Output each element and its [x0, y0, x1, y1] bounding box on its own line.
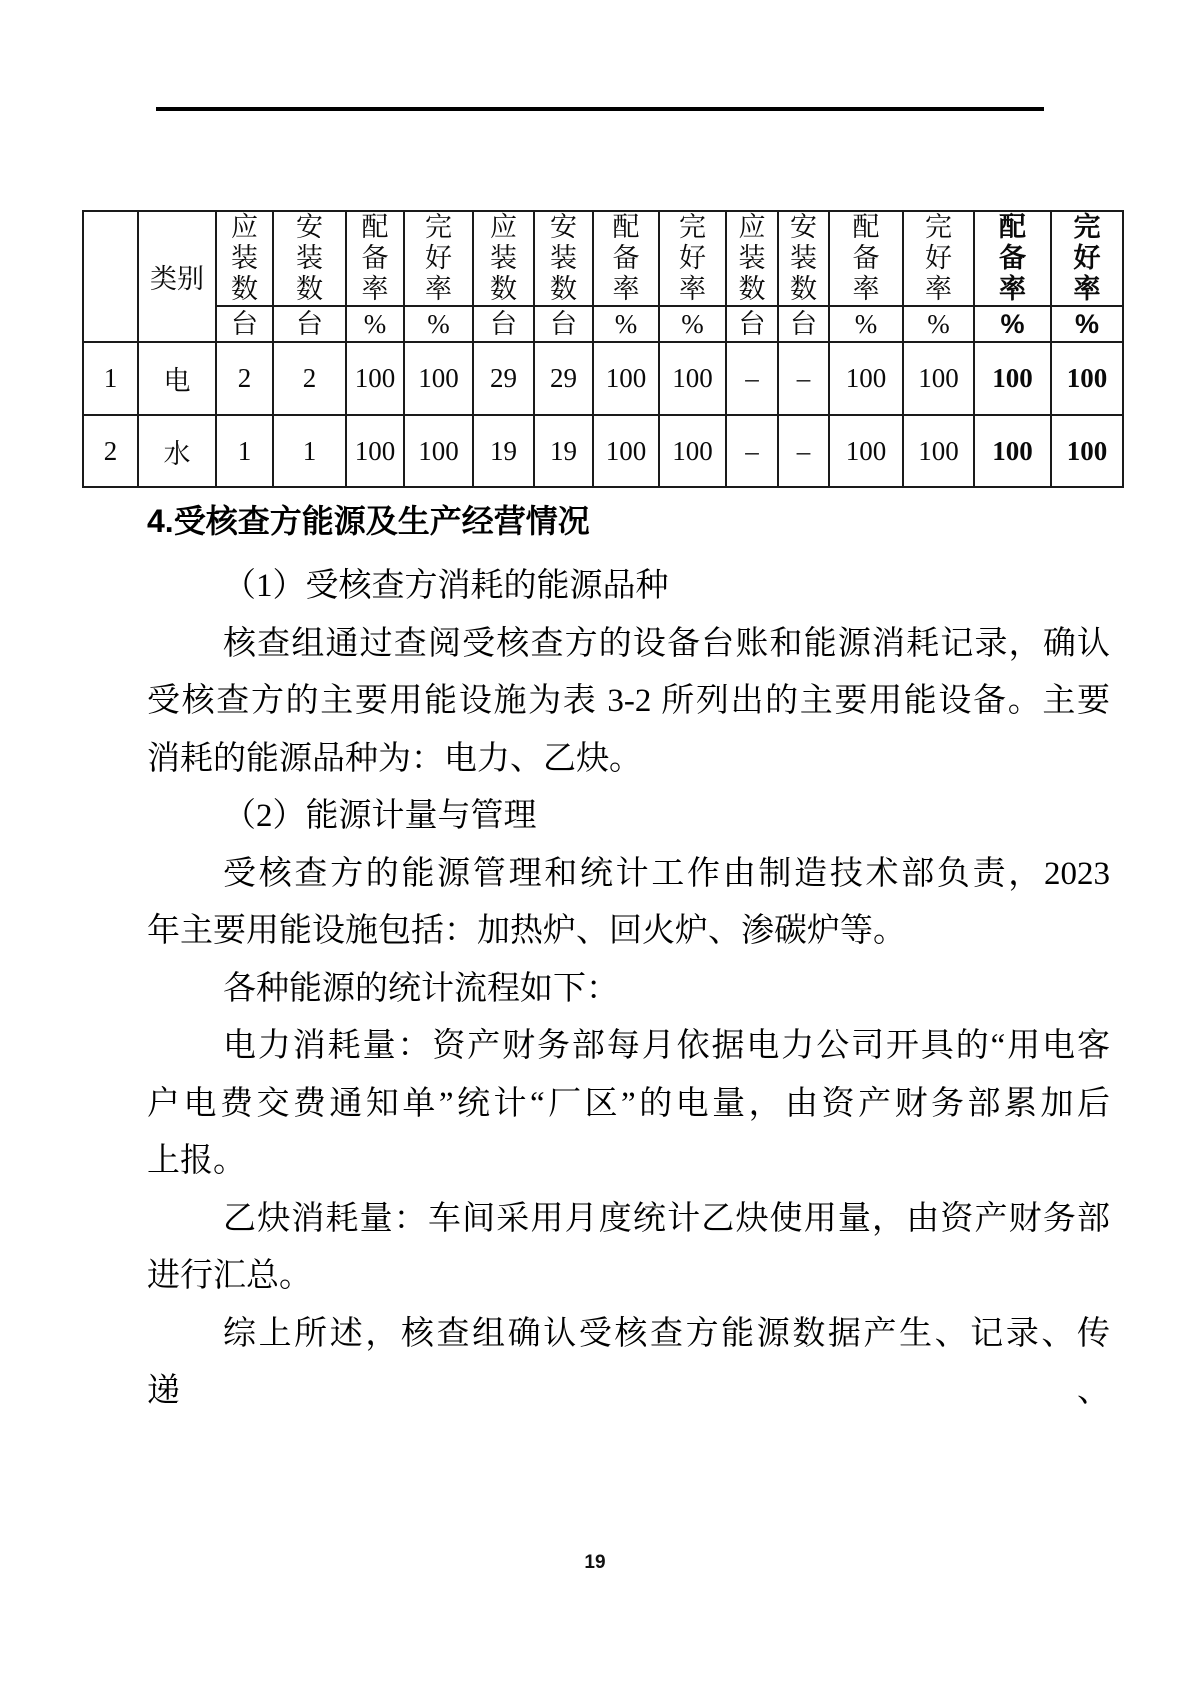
table-unit-cell: 台: [473, 306, 534, 342]
table-corner-cell: [83, 211, 138, 342]
table-unit-cell: 台: [216, 306, 273, 342]
table-cell: 100: [593, 415, 659, 487]
table-col-header: 安 装 数: [273, 211, 346, 306]
table-row: [83, 342, 1123, 415]
table-cell: 100: [593, 342, 659, 415]
table-cell: –: [778, 415, 829, 487]
table-row: [83, 415, 1123, 487]
table-cell: 1: [83, 342, 138, 415]
table-cell: 100: [659, 415, 726, 487]
body-line: 年主要用能设施包括：加热炉、回火炉、渗碳炉等。: [147, 913, 906, 949]
table-cell: 电: [138, 342, 216, 415]
body-line: 受核查方的主要用能设施为表 3-2 所列出的主要用能设备。主要: [147, 683, 1110, 719]
table-cell: 2: [216, 342, 273, 415]
table-cell: 100: [346, 342, 404, 415]
table-cell: 2: [273, 342, 346, 415]
table-cell: –: [726, 342, 778, 415]
table-cell: 2: [83, 415, 138, 487]
table-cell: 29: [534, 342, 593, 415]
table-cell: 100: [659, 342, 726, 415]
table-unit-cell: %: [659, 306, 726, 342]
metering-equipment-table: [82, 210, 1124, 488]
table-cell: 100: [1051, 342, 1123, 415]
table-cell: 29: [473, 342, 534, 415]
table-col-header: 应 装 数: [216, 211, 273, 306]
body-line: 各种能源的统计流程如下：: [223, 970, 619, 1007]
body-line: （2）能源计量与管理: [223, 798, 537, 834]
table-cell: 1: [216, 415, 273, 487]
body-line: 上报。: [147, 1143, 246, 1179]
table-cell: 100: [903, 342, 974, 415]
table-cell: 100: [404, 342, 473, 415]
document-body: [147, 492, 1110, 1409]
table-col-header: 完 好 率: [659, 211, 726, 306]
table-unit-cell: %: [903, 306, 974, 342]
table-cell: 19: [534, 415, 593, 487]
table-cell: 100: [829, 342, 903, 415]
table-col-header: 完 好 率: [404, 211, 473, 306]
table-col-header: 安 装 数: [778, 211, 829, 306]
table-col-header: 配 备 率: [593, 211, 659, 306]
table-unit-cell: %: [829, 306, 903, 342]
table-unit-cell: %: [974, 306, 1051, 342]
body-line: （1）受核查方消耗的能源品种: [223, 568, 669, 604]
table-cell: –: [778, 342, 829, 415]
body-line: 乙炔消耗量：车间采用月度统计乙炔使用量，由资产财务部: [223, 1200, 1110, 1237]
table-category-header: 类别: [138, 211, 216, 342]
table-cell: –: [726, 415, 778, 487]
body-line: 受核查方的能源管理和统计工作由制造技术部负责，2023: [223, 855, 1110, 892]
body-line: 户电费交费通知单”统计“厂区”的电量，由资产财务部累加后: [147, 1085, 1110, 1122]
table-col-header: 应 装 数: [726, 211, 778, 306]
body-line: 综上所述，核查组确认受核查方能源数据产生、记录、传递、: [147, 1315, 1110, 1409]
table-unit-cell: 台: [534, 306, 593, 342]
table-cell: 1: [273, 415, 346, 487]
table-col-header: 完 好 率: [903, 211, 974, 306]
table-unit-cell: %: [1051, 306, 1123, 342]
page-header-rule: [156, 107, 1044, 111]
table-cell: 100: [903, 415, 974, 487]
table-col-header: 安 装 数: [534, 211, 593, 306]
body-line: 进行汇总。: [147, 1258, 312, 1294]
body-line: 电力消耗量：资产财务部每月依据电力公司开具的“用电客: [223, 1028, 1110, 1064]
table-col-header: 配 备 率: [829, 211, 903, 306]
table-unit-cell: %: [346, 306, 404, 342]
table-unit-cell: 台: [273, 306, 346, 342]
section-heading: 4.受核查方能源及生产经营情况: [147, 503, 590, 539]
table-cell: 100: [974, 415, 1051, 487]
table-unit-cell: 台: [726, 306, 778, 342]
page-number: 19: [584, 1552, 606, 1573]
table-cell: 水: [138, 415, 216, 487]
table-cell: 100: [346, 415, 404, 487]
body-line: 核查组通过查阅受核查方的设备台账和能源消耗记录，确认: [223, 625, 1110, 662]
table-unit-cell: %: [593, 306, 659, 342]
table-unit-cell: 台: [778, 306, 829, 342]
table-col-header: 配 备 率: [974, 211, 1051, 306]
table-col-header: 完 好 率: [1051, 211, 1123, 306]
table-cell: 19: [473, 415, 534, 487]
table-cell: 100: [829, 415, 903, 487]
table-unit-cell: %: [404, 306, 473, 342]
table-col-header: 配 备 率: [346, 211, 404, 306]
table-cell: 100: [1051, 415, 1123, 487]
table-cell: 100: [974, 342, 1051, 415]
table-col-header: 应 装 数: [473, 211, 534, 306]
body-line: 消耗的能源品种为：电力、乙炔。: [147, 740, 642, 777]
table-cell: 100: [404, 415, 473, 487]
